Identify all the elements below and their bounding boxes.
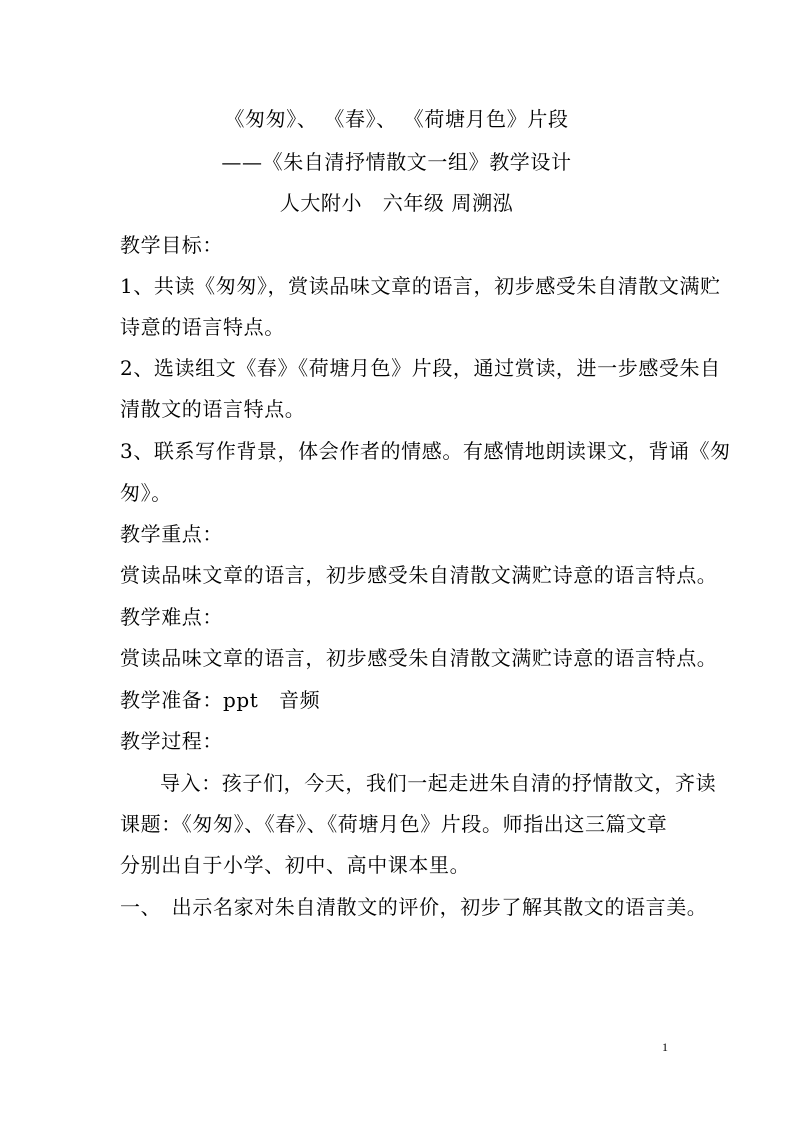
intro-line-2: 课题：《匆匆》、《春》、《荷塘月色》片段。师指出这三篇文章 (120, 812, 668, 836)
objective-2-line-2: 清散文的语言特点。 (120, 397, 306, 421)
objective-1-line-2: 诗意的语言特点。 (120, 315, 285, 339)
objective-3-line-2: 匆》。 (120, 481, 172, 505)
intro-line-1: 导入：孩子们，今天，我们一起走进朱自清的抒情散文，齐读 (160, 771, 717, 795)
objective-2-line-1: 2、选读组文《春》《荷塘月色》片段，通过赏读，进一步感受朱自 (120, 356, 721, 380)
preparation-line: 教学准备：ppt 音频 (120, 688, 321, 712)
section-1-heading: 一、 出示名家对朱自清散文的评价，初步了解其散文的语言美。 (120, 895, 708, 919)
focus-text: 赏读品味文章的语言，初步感受朱自清散文满贮诗意的语言特点。 (120, 563, 718, 587)
intro-line-3: 分别出自于小学、初中、高中课本里。 (120, 853, 471, 877)
focus-heading: 教学重点： (120, 522, 223, 546)
objective-1-line-1: 1、共读《匆匆》，赏读品味文章的语言，初步感受朱自清散文满贮 (120, 274, 721, 298)
document-title: 《匆匆》、 《春》、 《荷塘月色》片段 (224, 107, 569, 131)
page-number: 1 (662, 1040, 668, 1054)
difficulty-heading: 教学难点： (120, 605, 223, 629)
document-subtitle: ——《朱自清抒情散文一组》教学设计 (221, 150, 572, 174)
process-heading: 教学过程： (120, 729, 223, 753)
difficulty-text: 赏读品味文章的语言，初步感受朱自清散文满贮诗意的语言特点。 (120, 646, 718, 670)
document-author: 人大附小 六年级 周溯泓 (279, 191, 514, 215)
objectives-heading: 教学目标： (120, 233, 223, 257)
objective-3-line-1: 3、联系写作背景，体会作者的情感。有感情地朗读课文，背诵《匆 (120, 439, 731, 463)
